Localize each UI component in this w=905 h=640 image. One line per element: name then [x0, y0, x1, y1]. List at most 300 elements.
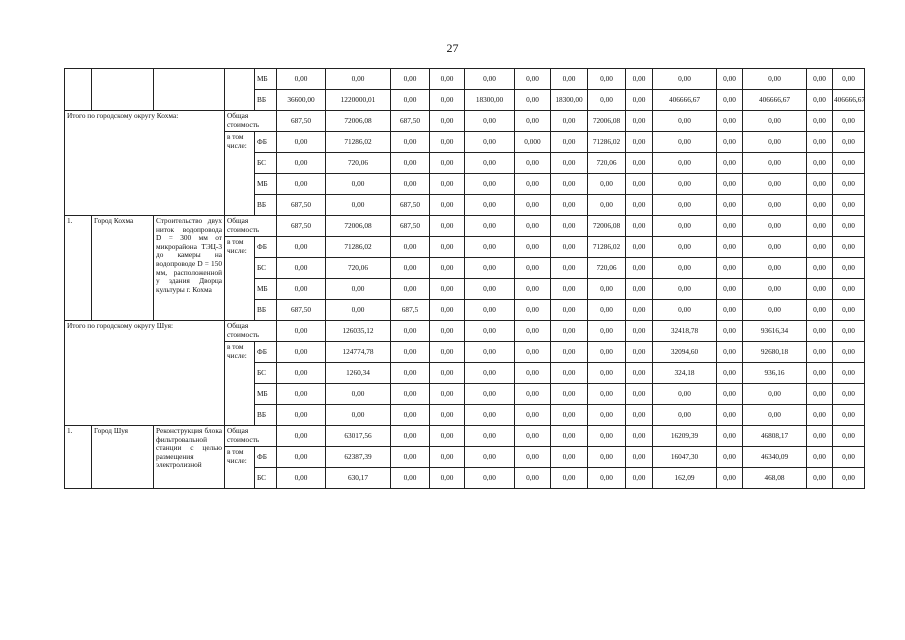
value-cell: 0,00 [626, 132, 653, 153]
value-cell: 0,00 [807, 342, 833, 363]
value-cell: 0,00 [717, 279, 743, 300]
value-cell: 0,00 [717, 132, 743, 153]
value-cell: 0,00 [626, 153, 653, 174]
value-cell: 0,00 [807, 90, 833, 111]
value-cell: 0,00 [807, 153, 833, 174]
value-cell: 0,00 [430, 300, 465, 321]
value-cell: 0,00 [743, 258, 807, 279]
value-cell: 406666,67 [653, 90, 717, 111]
value-cell: 0,00 [391, 468, 430, 489]
value-cell: 0,000 [515, 132, 551, 153]
value-cell: 0,00 [743, 174, 807, 195]
value-cell: 0,00 [717, 237, 743, 258]
value-cell: 0,00 [465, 153, 515, 174]
including-label: в том числе: [225, 342, 255, 426]
value-cell: 0,00 [653, 195, 717, 216]
municipality-name: Город Шуя [92, 426, 154, 489]
value-cell: 0,00 [626, 405, 653, 426]
value-cell: 0,00 [743, 153, 807, 174]
value-cell: 0,00 [833, 174, 865, 195]
value-cell: 0,00 [465, 384, 515, 405]
funding-source: ВБ [255, 300, 277, 321]
value-cell: 0,00 [551, 216, 588, 237]
page-number: 27 [446, 41, 459, 55]
value-cell: 0,00 [277, 279, 326, 300]
value-cell: 16047,30 [653, 447, 717, 468]
value-cell: 0,00 [807, 216, 833, 237]
funding-source: МБ [255, 69, 277, 90]
value-cell: 0,00 [807, 69, 833, 90]
value-cell: 0,00 [430, 195, 465, 216]
value-cell: 71286,02 [326, 132, 391, 153]
value-cell: 0,00 [653, 384, 717, 405]
value-cell: 0,00 [391, 69, 430, 90]
value-cell: 0,00 [277, 447, 326, 468]
value-cell: 0,00 [653, 153, 717, 174]
value-cell: 0,00 [626, 468, 653, 489]
value-cell: 0,00 [465, 111, 515, 132]
value-cell: 46340,09 [743, 447, 807, 468]
table-row [65, 69, 865, 90]
value-cell: 0,00 [588, 195, 626, 216]
including-label: в том числе: [225, 237, 255, 321]
including-label: в том числе: [225, 447, 255, 489]
value-cell: 0,00 [465, 237, 515, 258]
total-cost-label: Общая стоимость [225, 216, 277, 237]
value-cell: 0,00 [588, 468, 626, 489]
value-cell: 0,00 [326, 279, 391, 300]
value-cell: 0,00 [717, 363, 743, 384]
value-cell: 0,00 [515, 153, 551, 174]
value-cell: 0,00 [465, 279, 515, 300]
value-cell: 720,06 [588, 153, 626, 174]
value-cell: 0,00 [588, 321, 626, 342]
value-cell: 0,00 [430, 279, 465, 300]
value-cell: 0,00 [391, 174, 430, 195]
value-cell: 62387,39 [326, 447, 391, 468]
funding-source: БС [255, 468, 277, 489]
value-cell: 0,00 [588, 300, 626, 321]
funding-source: ВБ [255, 195, 277, 216]
value-cell: 18300,00 [551, 90, 588, 111]
item-number: 1. [65, 426, 92, 489]
value-cell: 0,00 [588, 69, 626, 90]
value-cell: 0,00 [391, 258, 430, 279]
value-cell: 0,00 [551, 321, 588, 342]
value-cell: 0,00 [465, 195, 515, 216]
value-cell: 0,00 [465, 468, 515, 489]
value-cell: 0,00 [515, 111, 551, 132]
value-cell: 0,00 [430, 132, 465, 153]
value-cell: 0,00 [391, 426, 430, 447]
value-cell: 468,08 [743, 468, 807, 489]
value-cell: 0,00 [277, 342, 326, 363]
funding-source: МБ [255, 174, 277, 195]
value-cell: 406666,67 [833, 90, 865, 111]
value-cell: 0,00 [833, 405, 865, 426]
value-cell: 0,00 [326, 174, 391, 195]
value-cell: 0,00 [277, 69, 326, 90]
value-cell: 0,00 [717, 90, 743, 111]
value-cell: 0,00 [515, 342, 551, 363]
value-cell: 0,00 [653, 111, 717, 132]
value-cell: 0,00 [626, 279, 653, 300]
value-cell: 0,00 [807, 111, 833, 132]
value-cell: 71286,02 [588, 132, 626, 153]
value-cell: 0,00 [743, 216, 807, 237]
value-cell: 0,00 [717, 342, 743, 363]
value-cell: 0,00 [717, 447, 743, 468]
value-cell: 687,5 [391, 300, 430, 321]
value-cell: 0,00 [807, 426, 833, 447]
value-cell: 0,00 [743, 300, 807, 321]
value-cell: 0,00 [515, 90, 551, 111]
table-row [65, 111, 865, 132]
value-cell: 0,00 [588, 405, 626, 426]
value-cell: 0,00 [833, 258, 865, 279]
value-cell: 36600,00 [277, 90, 326, 111]
value-cell: 720,06 [326, 153, 391, 174]
funding-source: БС [255, 258, 277, 279]
value-cell: 0,00 [807, 195, 833, 216]
value-cell: 0,00 [515, 384, 551, 405]
value-cell: 687,50 [277, 216, 326, 237]
value-cell: 0,00 [430, 153, 465, 174]
value-cell: 0,00 [588, 342, 626, 363]
project-description: Реконструкция блока фильтровальной станции с целью размещения электролизной [154, 426, 225, 489]
value-cell: 687,50 [391, 111, 430, 132]
value-cell: 0,00 [391, 132, 430, 153]
value-cell: 0,00 [807, 300, 833, 321]
value-cell: 0,00 [833, 447, 865, 468]
value-cell: 0,00 [515, 69, 551, 90]
value-cell: 72006,08 [326, 111, 391, 132]
funding-source: ВБ [255, 90, 277, 111]
value-cell: 0,00 [588, 363, 626, 384]
value-cell: 0,00 [833, 384, 865, 405]
funding-source: БС [255, 153, 277, 174]
value-cell: 0,00 [277, 384, 326, 405]
value-cell: 0,00 [833, 363, 865, 384]
value-cell: 0,00 [833, 216, 865, 237]
value-cell: 0,00 [515, 405, 551, 426]
value-cell: 0,00 [430, 342, 465, 363]
value-cell: 0,00 [833, 426, 865, 447]
value-cell: 0,00 [717, 384, 743, 405]
value-cell: 72006,08 [588, 216, 626, 237]
value-cell: 0,00 [626, 300, 653, 321]
funding-source: ФБ [255, 132, 277, 153]
value-cell: 0,00 [807, 363, 833, 384]
value-cell: 0,00 [391, 384, 430, 405]
value-cell: 0,00 [717, 321, 743, 342]
value-cell: 0,00 [743, 279, 807, 300]
value-cell: 0,00 [626, 111, 653, 132]
value-cell: 46808,17 [743, 426, 807, 447]
value-cell: 0,00 [626, 174, 653, 195]
table-row [65, 216, 865, 237]
value-cell: 0,00 [430, 426, 465, 447]
value-cell: 0,00 [551, 384, 588, 405]
value-cell: 0,00 [653, 216, 717, 237]
value-cell: 0,00 [391, 342, 430, 363]
value-cell: 0,00 [465, 405, 515, 426]
value-cell: 0,00 [588, 174, 626, 195]
value-cell: 0,00 [515, 447, 551, 468]
value-cell: 0,00 [551, 174, 588, 195]
value-cell: 0,00 [430, 447, 465, 468]
value-cell: 0,00 [430, 321, 465, 342]
funding-source: ВБ [255, 405, 277, 426]
value-cell: 0,00 [588, 279, 626, 300]
value-cell: 687,50 [391, 216, 430, 237]
funding-source: МБ [255, 384, 277, 405]
value-cell: 0,00 [626, 426, 653, 447]
value-cell: 0,00 [277, 174, 326, 195]
table-row [65, 426, 865, 447]
value-cell: 0,00 [326, 300, 391, 321]
empty-cell [225, 69, 255, 111]
value-cell: 0,00 [551, 258, 588, 279]
value-cell: 32418,78 [653, 321, 717, 342]
value-cell: 0,00 [626, 216, 653, 237]
value-cell: 0,00 [653, 300, 717, 321]
value-cell: 0,00 [391, 405, 430, 426]
value-cell: 0,00 [833, 153, 865, 174]
value-cell: 0,00 [551, 132, 588, 153]
value-cell: 687,50 [277, 111, 326, 132]
empty-cell [65, 69, 92, 111]
value-cell: 32094,60 [653, 342, 717, 363]
value-cell: 0,00 [653, 258, 717, 279]
value-cell: 0,00 [515, 363, 551, 384]
value-cell: 0,00 [430, 69, 465, 90]
value-cell: 18300,00 [465, 90, 515, 111]
value-cell: 0,00 [626, 342, 653, 363]
value-cell: 0,00 [430, 216, 465, 237]
value-cell: 0,00 [743, 384, 807, 405]
value-cell: 0,00 [277, 258, 326, 279]
value-cell: 162,09 [653, 468, 717, 489]
value-cell: 126035,12 [326, 321, 391, 342]
value-cell: 0,00 [551, 195, 588, 216]
value-cell: 0,00 [277, 363, 326, 384]
value-cell: 0,00 [717, 405, 743, 426]
funding-source: ФБ [255, 237, 277, 258]
value-cell: 0,00 [465, 174, 515, 195]
project-description: Строительство двух ниток водопровода D = 300 мм от микрорайона ТЭЦ-3 до камеры на водопроводе D = 150 мм, расположенной у здания Дворца культуры г. Кохма [154, 216, 225, 321]
value-cell: 0,00 [807, 279, 833, 300]
value-cell: 0,00 [743, 405, 807, 426]
value-cell: 0,00 [551, 111, 588, 132]
value-cell: 0,00 [465, 132, 515, 153]
value-cell: 0,00 [743, 111, 807, 132]
value-cell: 0,00 [391, 153, 430, 174]
value-cell: 0,00 [626, 237, 653, 258]
value-cell: 0,00 [326, 69, 391, 90]
value-cell: 0,00 [277, 153, 326, 174]
value-cell: 0,00 [653, 279, 717, 300]
value-cell: 124774,78 [326, 342, 391, 363]
value-cell: 0,00 [465, 258, 515, 279]
value-cell: 0,00 [551, 405, 588, 426]
value-cell: 0,00 [430, 258, 465, 279]
value-cell: 0,00 [277, 405, 326, 426]
value-cell: 0,00 [277, 321, 326, 342]
total-cost-label: Общая стоимость [225, 111, 277, 132]
value-cell: 0,00 [515, 300, 551, 321]
value-cell: 0,00 [833, 237, 865, 258]
value-cell: 0,00 [391, 447, 430, 468]
value-cell: 0,00 [430, 90, 465, 111]
value-cell: 0,00 [515, 426, 551, 447]
value-cell: 0,00 [626, 321, 653, 342]
value-cell: 0,00 [551, 468, 588, 489]
value-cell: 0,00 [465, 216, 515, 237]
value-cell: 0,00 [430, 405, 465, 426]
value-cell: 1260,34 [326, 363, 391, 384]
empty-cell [92, 69, 154, 111]
value-cell: 0,00 [833, 69, 865, 90]
value-cell: 0,00 [653, 405, 717, 426]
value-cell: 0,00 [326, 384, 391, 405]
value-cell: 0,00 [626, 384, 653, 405]
value-cell: 0,00 [551, 279, 588, 300]
value-cell: 0,00 [833, 300, 865, 321]
value-cell: 0,00 [743, 132, 807, 153]
value-cell: 0,00 [717, 300, 743, 321]
value-cell: 0,00 [626, 447, 653, 468]
value-cell: 0,00 [551, 69, 588, 90]
value-cell: 687,50 [277, 195, 326, 216]
value-cell: 0,00 [743, 237, 807, 258]
value-cell: 0,00 [717, 174, 743, 195]
value-cell: 0,00 [588, 426, 626, 447]
value-cell: 1220000,01 [326, 90, 391, 111]
value-cell: 0,00 [717, 69, 743, 90]
value-cell: 0,00 [551, 363, 588, 384]
value-cell: 0,00 [807, 405, 833, 426]
value-cell: 0,00 [430, 468, 465, 489]
value-cell: 0,00 [465, 363, 515, 384]
value-cell: 687,50 [277, 300, 326, 321]
value-cell: 0,00 [465, 300, 515, 321]
value-cell: 0,00 [833, 321, 865, 342]
funding-source: МБ [255, 279, 277, 300]
value-cell: 0,00 [743, 69, 807, 90]
value-cell: 0,00 [588, 447, 626, 468]
value-cell: 0,00 [807, 468, 833, 489]
value-cell: 720,06 [588, 258, 626, 279]
value-cell: 93616,34 [743, 321, 807, 342]
including-label: в том числе: [225, 132, 255, 216]
empty-cell [154, 69, 225, 111]
value-cell: 0,00 [277, 468, 326, 489]
value-cell: 0,00 [465, 342, 515, 363]
value-cell: 0,00 [430, 174, 465, 195]
value-cell: 0,00 [515, 321, 551, 342]
value-cell: 0,00 [717, 195, 743, 216]
value-cell: 0,00 [430, 363, 465, 384]
value-cell: 0,00 [653, 237, 717, 258]
value-cell: 0,00 [807, 174, 833, 195]
value-cell: 0,00 [515, 174, 551, 195]
value-cell: 0,00 [717, 153, 743, 174]
value-cell: 0,00 [807, 132, 833, 153]
value-cell: 0,00 [391, 321, 430, 342]
value-cell: 0,00 [626, 69, 653, 90]
value-cell: 72006,08 [326, 216, 391, 237]
value-cell: 0,00 [551, 342, 588, 363]
value-cell: 406666,67 [743, 90, 807, 111]
value-cell: 0,00 [626, 363, 653, 384]
value-cell: 0,00 [807, 237, 833, 258]
funding-source: ФБ [255, 342, 277, 363]
value-cell: 0,00 [743, 195, 807, 216]
value-cell: 0,00 [430, 111, 465, 132]
value-cell: 0,00 [551, 153, 588, 174]
value-cell: 0,00 [653, 174, 717, 195]
item-number: 1. [65, 216, 92, 321]
value-cell: 0,00 [551, 447, 588, 468]
value-cell: 71286,02 [588, 237, 626, 258]
value-cell: 0,00 [551, 237, 588, 258]
value-cell: 0,00 [807, 384, 833, 405]
value-cell: 0,00 [551, 300, 588, 321]
value-cell: 0,00 [717, 258, 743, 279]
value-cell: 0,00 [717, 111, 743, 132]
value-cell: 0,00 [717, 216, 743, 237]
value-cell: 0,00 [515, 279, 551, 300]
value-cell: 0,00 [717, 426, 743, 447]
value-cell: 0,00 [551, 426, 588, 447]
value-cell: 0,00 [515, 258, 551, 279]
total-cost-label: Общая стоимость [225, 321, 277, 342]
value-cell: 0,00 [626, 195, 653, 216]
funding-source: БС [255, 363, 277, 384]
value-cell: 0,00 [833, 342, 865, 363]
value-cell: 0,00 [626, 90, 653, 111]
value-cell: 63017,56 [326, 426, 391, 447]
value-cell: 92680,18 [743, 342, 807, 363]
value-cell: 0,00 [326, 405, 391, 426]
value-cell: 0,00 [626, 258, 653, 279]
value-cell: 0,00 [807, 447, 833, 468]
value-cell: 0,00 [807, 258, 833, 279]
value-cell: 0,00 [833, 279, 865, 300]
value-cell: 0,00 [588, 90, 626, 111]
value-cell: 0,00 [515, 468, 551, 489]
value-cell: 0,00 [391, 279, 430, 300]
section-total-label: Итого по городскому округу Кохма: [65, 111, 225, 216]
value-cell: 630,17 [326, 468, 391, 489]
value-cell: 0,00 [833, 195, 865, 216]
value-cell: 0,00 [833, 111, 865, 132]
municipality-name: Город Кохма [92, 216, 154, 321]
value-cell: 0,00 [430, 384, 465, 405]
value-cell: 0,00 [515, 237, 551, 258]
total-cost-label: Общая стоимость [225, 426, 277, 447]
value-cell: 0,00 [465, 426, 515, 447]
financing-table [64, 68, 865, 489]
value-cell: 0,00 [465, 69, 515, 90]
value-cell: 720,06 [326, 258, 391, 279]
value-cell: 0,00 [277, 132, 326, 153]
value-cell: 0,00 [717, 468, 743, 489]
value-cell: 0,00 [391, 363, 430, 384]
table-row [65, 321, 865, 342]
value-cell: 0,00 [653, 132, 717, 153]
